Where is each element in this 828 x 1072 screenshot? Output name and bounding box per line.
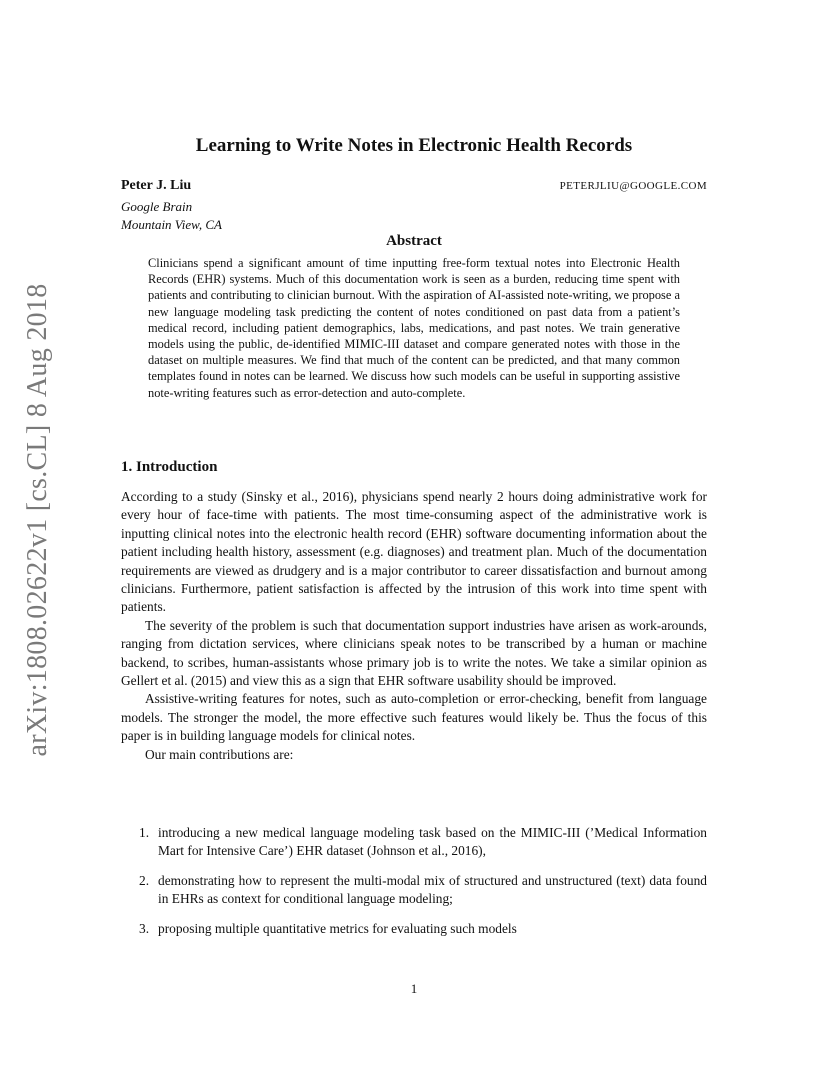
abstract-text: Clinicians spend a significant amount of time inputting free-form textual notes into Electronic Health Records (EHR) systems. Much of this documentation work is seen as a burden, reducing time spent with patients and contributing to clinician burnout. With the aspiration of AI-assisted note-writing, we propose a new language modeling task predicting the content of notes conditioned on past data from a patient’s medical record, including patient demographics, labs, medications, and past notes. We train generative models using the public, de-identified MIMIC-III dataset and compare generated notes with those in the dataset on multiple measures. We find that much of the content can be predicted, and that many common templates found in notes can be learned. We discuss how such models can be useful in supporting assistive note-writing features such as error-detection and auto-complete. — [148, 256, 680, 400]
list-item-number: 1. — [139, 825, 150, 840]
intro-paragraph: The severity of the problem is such that documentation support industries have arisen as work-arounds, ranging from dictation services, where clinicians speak notes to be transcribed by a human or machine backend, to scribes, human-assistants whose primary job is to write the notes. We take a similar opinion as Gellert et al. (2015) and view this as a sign that EHR software usability should be improved. — [121, 617, 707, 689]
list-item-number: 3. — [139, 920, 150, 936]
author-location: Mountain View, CA — [121, 217, 222, 232]
arxiv-identifier-stamp: arXiv:1808.02622v1 [cs.CL] 8 Aug 2018 — [22, 283, 53, 757]
list-item-number: 2. — [139, 872, 150, 888]
list-item — [121, 824, 707, 861]
list-item — [121, 920, 707, 938]
list-item-text: introducing a new medical language modeling task based on the MIMIC-III (’Medical Information Mart for Intensive Care’) EHR dataset (Johnson et al., 2016), — [158, 825, 707, 859]
intro-paragraph: Assistive-writing features for notes, such as auto-completion or error-checking, benefit from language models. The stronger the model, the more effective such features would likely be. Thus the focus of this paper is in building language models for clinical notes. — [121, 691, 707, 744]
intro-paragraph: According to a study (Sinsky et al., 2016), physicians spend nearly 2 hours doing administrative work for every hour of face-time with patients. The most time-consuming aspect of the administrative work is inputting clinical notes into the electronic health record (EHR) software documenting information about the patient including health history, assessment (e.g. diagnoses) and treatment plan. Much of the documentation requirements are viewed as drudgery and is a major contributor to career dissatisfaction and burnout among clinicians. Furthermore, patient satisfaction is affected by the intrusion of this work into time spent with patients. — [121, 489, 707, 615]
list-item — [121, 872, 707, 909]
author-affiliation: Google Brain — [121, 199, 193, 214]
paper-title: Learning to Write Notes in Electronic Health Records — [195, 135, 633, 156]
intro-paragraph: Our main contributions are: — [145, 746, 294, 762]
author-name: Peter J. Liu — [121, 178, 192, 193]
abstract-heading: Abstract — [386, 233, 442, 249]
list-item-text: proposing multiple quantitative metrics for evaluating such models — [158, 920, 517, 936]
list-item-text: demonstrating how to represent the multi-modal mix of structured and unstructured (text) data found in EHRs as context for conditional language modeling; — [158, 872, 707, 907]
section-heading-introduction: 1. Introduction — [121, 459, 218, 475]
introduction-body — [121, 488, 707, 764]
contributions-list — [121, 824, 707, 949]
author-email: PETERJLIU@GOOGLE.COM — [559, 180, 707, 192]
page-number: 1 — [410, 981, 418, 996]
